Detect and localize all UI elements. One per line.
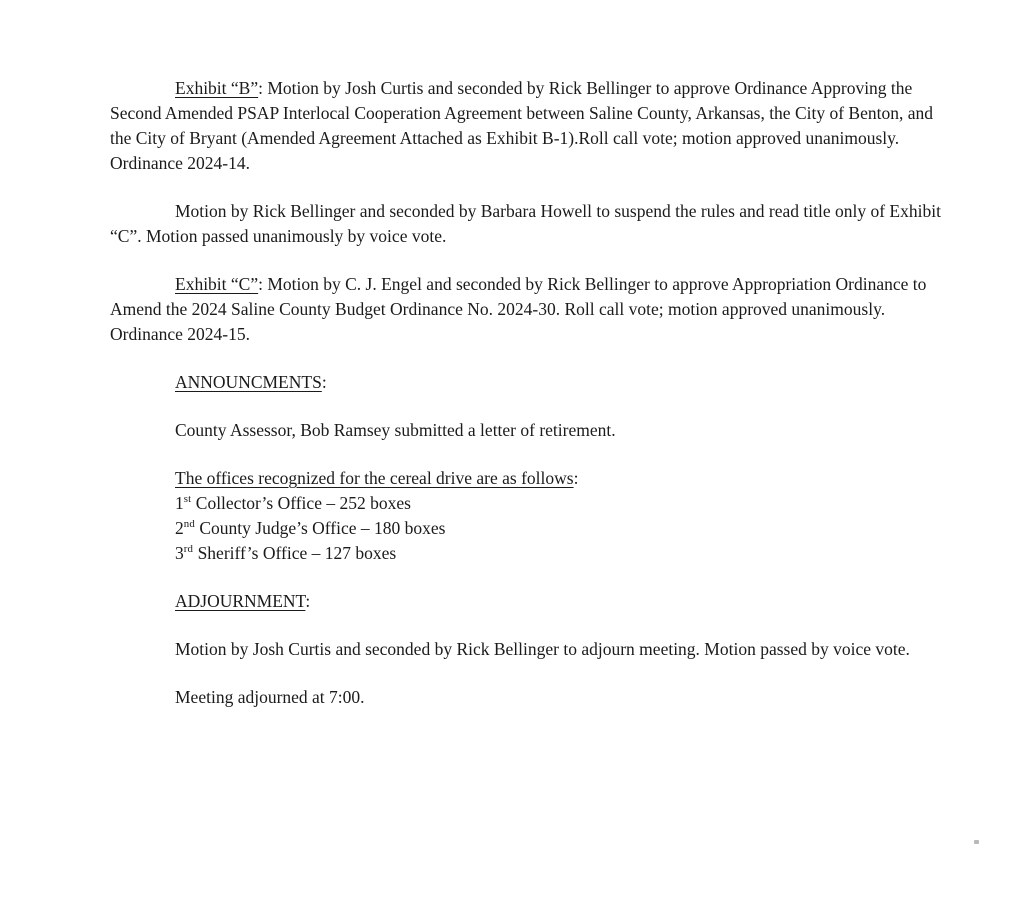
cereal-item-1-text: Collector’s Office – 252 boxes [191,493,411,513]
exhibit-b-label: Exhibit “B” [175,78,259,98]
cereal-item-1-ordinal: st [183,493,192,506]
exhibit-c-label: Exhibit “C” [175,274,259,294]
cereal-drive-heading [110,466,946,491]
announcements-heading [110,370,946,395]
cereal-list-item-2 [110,516,946,541]
cereal-item-3-number: 3 [175,543,184,563]
cereal-item-3-ordinal: rd [183,543,194,556]
adjournment-heading [110,589,946,614]
paragraph-exhibit-b [110,76,946,176]
scan-artifact-mark [974,840,979,844]
cereal-drive-section [110,466,946,566]
adjournment-heading-label: ADJOURNMENT [175,591,306,611]
cereal-list-item-3 [110,541,946,566]
paragraph-assessor-retirement: County Assessor, Bob Ramsey submitted a letter of retirement. [175,420,616,440]
paragraph-adjourned-time: Meeting adjourned at 7:00. [175,687,365,707]
cereal-item-3-text: Sheriff’s Office – 127 boxes [193,543,397,563]
exhibit-c-text: : Motion by C. J. Engel and seconded by Rick Bellinger to approve Appropriation Ordinance to Amend the 2024 Saline County Budget Ordinance No. 2024-30. Roll call vote; motion approved unanimously. Ordinance 2024-15. [110,274,927,344]
paragraph-suspend-rules: Motion by Rick Bellinger and seconded by Barbara Howell to suspend the rules and read title only of Exhibit “C”. Motion passed unanimously by voice vote. [110,201,941,246]
cereal-list-item-1 [110,491,946,516]
announcements-heading-label: ANNOUNCMENTS [175,372,322,392]
cereal-item-1-number: 1 [175,493,184,513]
paragraph-exhibit-c [110,272,946,347]
cereal-drive-heading-colon: : [573,468,579,488]
paragraph-adjourn-motion: Motion by Josh Curtis and seconded by Rick Bellinger to adjourn meeting. Motion passed by voice vote. [175,639,910,659]
cereal-item-2-ordinal: nd [183,518,195,531]
exhibit-b-text: : Motion by Josh Curtis and seconded by Rick Bellinger to approve Ordinance Approving the Second Amended PSAP Interlocal Cooperation Agreement between Saline County, Arkansas, the City of Benton, and the City of Bryant (Amended Agreement Attached as Exhibit B-1).Roll call vote; motion approved unanimously. Ordinance 2024-14. [110,78,933,173]
cereal-item-2-number: 2 [175,518,184,538]
adjournment-heading-colon: : [305,591,311,611]
cereal-item-2-text: County Judge’s Office – 180 boxes [195,518,446,538]
cereal-drive-heading-label: The offices recognized for the cereal drive are as follows [175,468,574,488]
announcements-heading-colon: : [321,372,327,392]
